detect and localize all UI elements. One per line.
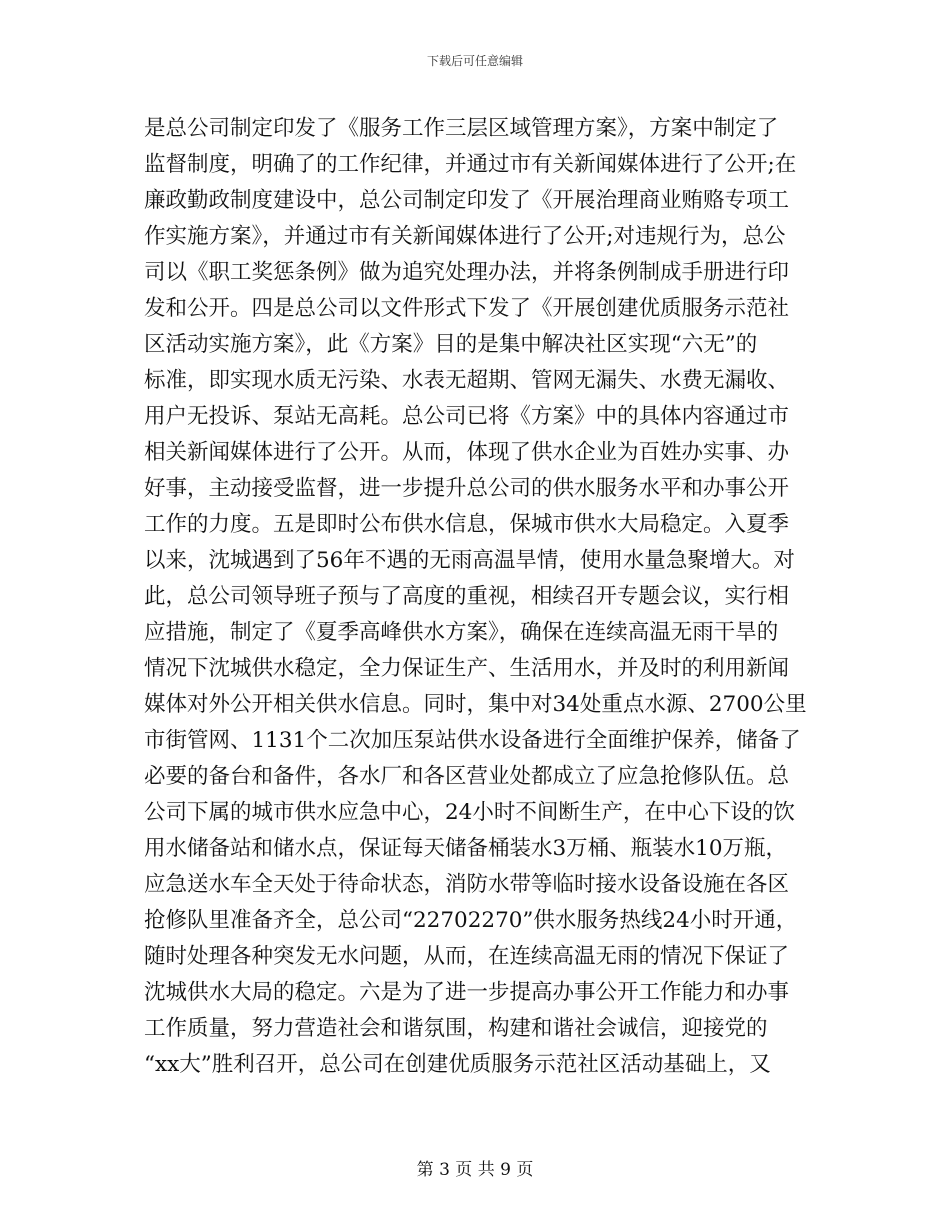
text-line: 区活动实施方案》，此《方案》目的是集中解决社区实现“六无”的 bbox=[144, 332, 758, 357]
page-number: 第 3 页 共 9 页 bbox=[416, 1160, 534, 1180]
text-line: 用水储备站和储水点，保证每天储备桶装水3万桶、瓶装水10万瓶， bbox=[144, 836, 788, 861]
text-line: 市街管网、1131个二次加压泵站供水设备进行全面维护保养，储备了 bbox=[144, 728, 801, 753]
text-line: 以来，沈城遇到了56年不遇的无雨高温旱情，使用水量急聚增大。对 bbox=[144, 548, 795, 573]
text-line: “xx大”胜利召开，总公司在创建优质服务示范社区活动基础上，又 bbox=[144, 1052, 771, 1077]
text-line: 是总公司制定印发了《服务工作三层区域管理方案》，方案中制定了 bbox=[144, 116, 779, 141]
text-line: 应措施，制定了《夏季高峰供水方案》，确保在连续高温无雨干旱的 bbox=[144, 620, 779, 645]
text-line: 情况下沈城供水稳定，全力保证生产、生活用水，并及时的利用新闻 bbox=[144, 656, 790, 681]
text-line: 工作的力度。五是即时公布供水信息，保城市供水大局稳定。入夏季 bbox=[144, 512, 790, 537]
page-header: 下载后可任意编辑 bbox=[426, 54, 523, 68]
text-line: 媒体对外公开相关供水信息。同时，集中对34处重点水源、2700公里 bbox=[144, 692, 807, 717]
text-line: 应急送水车全天处于待命状态，消防水带等临时接水设备设施在各区 bbox=[144, 872, 790, 897]
text-line: 沈城供水大局的稳定。六是为了进一步提高办事公开工作能力和办事 bbox=[144, 980, 790, 1005]
text-line: 工作质量，努力营造社会和谐氛围，构建和谐社会诚信，迎接党的 bbox=[144, 1016, 768, 1041]
text-line: 抢修队里准备齐全，总公司“22702270”供水服务热线24小时开通， bbox=[144, 908, 798, 933]
text-line: 此，总公司领导班子预与了高度的重视，相续召开专题会议，实行相 bbox=[144, 584, 790, 609]
text-line: 必要的备台和备件，各水厂和各区营业处都成立了应急抢修队伍。总 bbox=[144, 764, 790, 789]
text-line: 廉政勤政制度建设中，总公司制定印发了《开展治理商业贿赂专项工 bbox=[144, 188, 790, 213]
text-line: 发和公开。四是总公司以文件形式下发了《开展创建优质服务示范社 bbox=[144, 296, 790, 321]
text-line: 公司下属的城市供水应急中心，24小时不间断生产，在中心下设的饮 bbox=[144, 800, 795, 825]
text-line: 司以《职工奖惩条例》做为追究处理办法，并将条例制成手册进行印 bbox=[144, 260, 790, 285]
text-line: 随时处理各种突发无水问题，从而，在连续高温无雨的情况下保证了 bbox=[144, 944, 790, 969]
text-line: 相关新闻媒体进行了公开。从而，体现了供水企业为百姓办实事、办 bbox=[144, 440, 790, 465]
text-line: 好事，主动接受监督，进一步提升总公司的供水服务水平和办事公开 bbox=[144, 476, 790, 501]
text-line: 监督制度，明确了的工作纪律，并通过市有关新闻媒体进行了公开;在 bbox=[144, 152, 797, 177]
text-line: 作实施方案》，并通过市有关新闻媒体进行了公开;对违规行为，总公 bbox=[144, 224, 786, 249]
text-line: 用户无投诉、泵站无高耗。总公司已将《方案》中的具体内容通过市 bbox=[144, 404, 790, 429]
text-line: 标准，即实现水质无污染、水表无超期、管网无漏失、水费无漏收、 bbox=[144, 368, 790, 393]
